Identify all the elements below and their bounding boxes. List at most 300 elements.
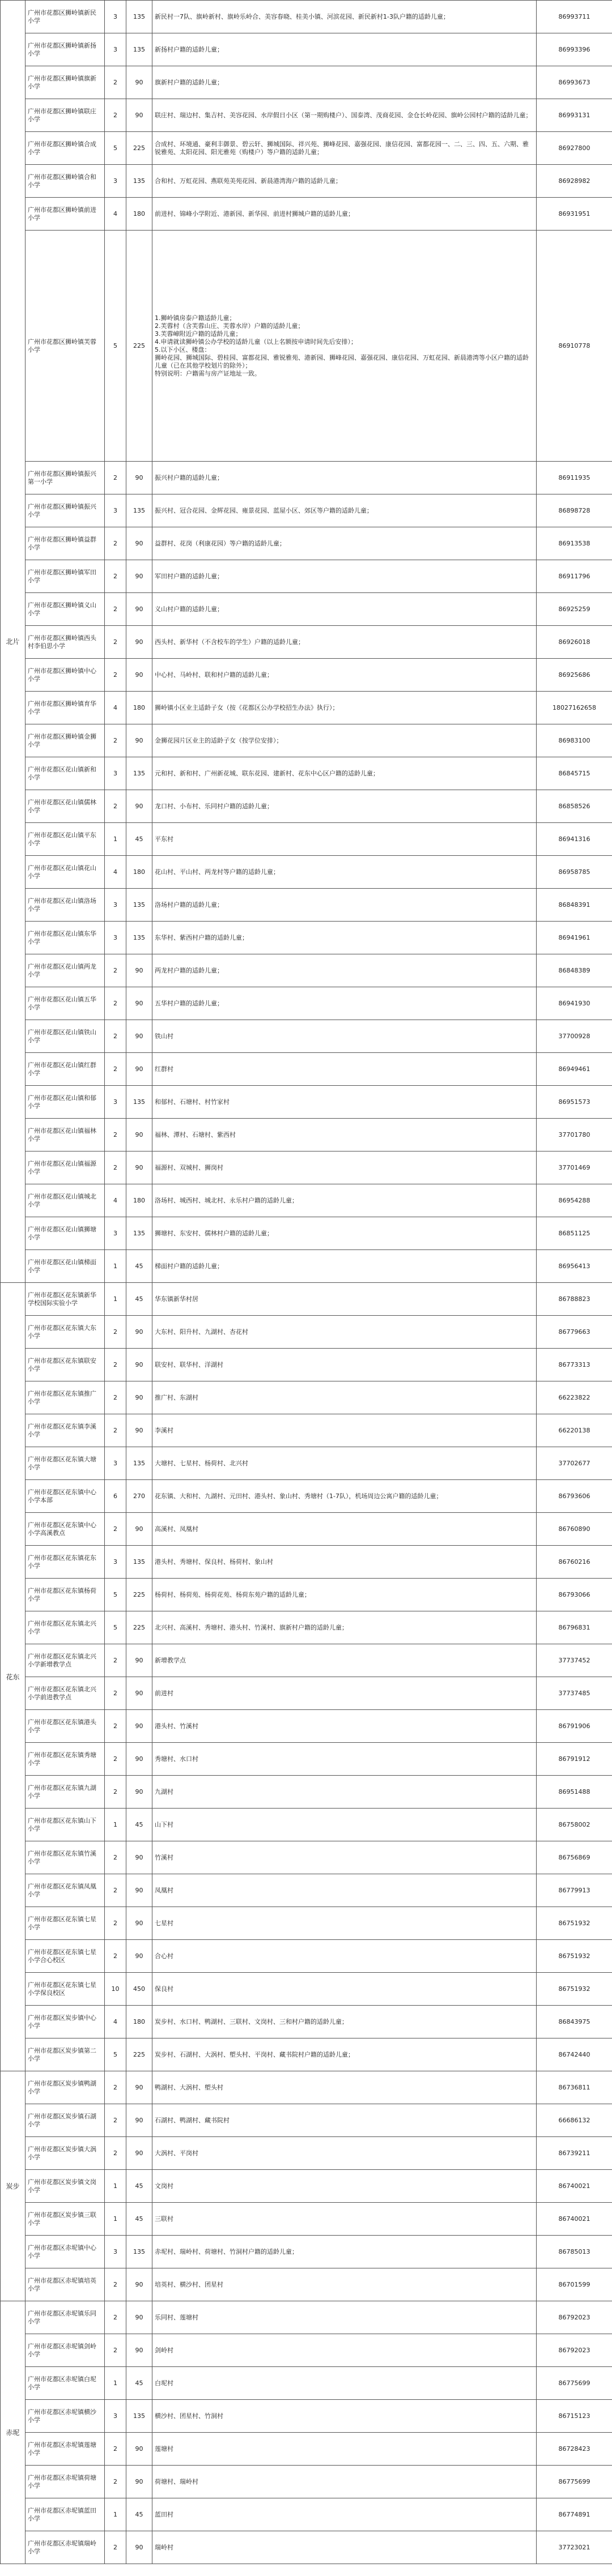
school-name-cell: 广州市花都区花东镇七星小学	[26, 1907, 105, 1940]
table-row	[1, 2038, 612, 2071]
phone-cell: 86993396	[537, 33, 612, 66]
enrollment-range-line: 义山村户籍的适龄儿童；	[155, 605, 223, 613]
school-name-cell: 广州市花都区花山镇城北小学	[26, 1184, 105, 1217]
class-count-cell: 3	[105, 165, 126, 198]
enrollment-range-line: 蓝田村	[155, 2510, 173, 2518]
seat-count-cell: 135	[126, 1546, 152, 1579]
phone-cell: 86848389	[537, 954, 612, 987]
school-name-cell: 广州市花都区狮岭镇旗新小学	[26, 66, 105, 99]
phone-cell: 86736811	[537, 2071, 612, 2104]
phone-cell: 86993673	[537, 66, 612, 99]
enrollment-range-line: 联庄村、瑞边村、集吉村、美容花园、水岸假日小区（第一期购楼户）、国泰湾、茂商花园、金仓长岭花园、旗岭公园村户籍的适龄儿童；	[155, 111, 532, 119]
area-cell: 北片	[1, 1, 26, 1283]
school-name-cell: 广州市花都区狮岭镇振兴第一小学	[26, 462, 105, 494]
table-row	[1, 1349, 612, 1381]
table-row	[1, 1151, 612, 1184]
enrollment-range-line: 西头村、新华村（不含校车的学生）户籍的适龄儿童；	[155, 638, 304, 646]
seat-count-cell: 90	[126, 659, 152, 692]
table-row	[1, 1841, 612, 1874]
phone-cell: 86788823	[537, 1283, 612, 1316]
school-name-cell: 广州市花都区花山镇红群小学	[26, 1053, 105, 1086]
phone-cell: 37700928	[537, 1020, 612, 1053]
enrollment-range-cell	[152, 659, 537, 692]
class-count-cell: 2	[105, 1119, 126, 1151]
phone-cell: 86740021	[537, 2170, 612, 2203]
table-row	[1, 757, 612, 790]
enrollment-range-cell	[152, 1644, 537, 1677]
enrollment-range-line: 赤坭村、瑞岭村、荷塘村、竹洞村户籍的适龄儿童；	[155, 2247, 298, 2255]
class-count-cell: 2	[105, 659, 126, 692]
school-name-cell: 广州市花都区花东镇七星小学保良校区	[26, 1973, 105, 2006]
school-name-cell: 广州市花都区花东镇大塘小学	[26, 1447, 105, 1480]
enrollment-range-line: 洛场村户籍的适龄儿童；	[155, 901, 223, 909]
enrollment-range-line: 元和村、新和村、广州新花城、联东花园、建新村、花东中心区户籍的适龄儿童；	[155, 769, 379, 777]
enrollment-range-line: 瑞岭村	[155, 2543, 173, 2551]
table-row	[1, 626, 612, 659]
school-name-cell: 广州市花都区狮岭镇中心小学	[26, 659, 105, 692]
enrollment-range-line: 大涡村、平岗村	[155, 2149, 198, 2157]
school-name-cell: 广州市花都区花东镇中心小学高溪教点	[26, 1513, 105, 1546]
phone-cell: 66220138	[537, 1414, 612, 1447]
phone-cell: 86913538	[537, 527, 612, 560]
phone-cell: 86751932	[537, 1907, 612, 1940]
school-name-cell: 广州市花都区花东镇竹溪小学	[26, 1841, 105, 1874]
class-count-cell: 4	[105, 2006, 126, 2038]
phone-cell: 86843975	[537, 2006, 612, 2038]
class-count-cell: 2	[105, 1874, 126, 1907]
enrollment-range-cell	[152, 1579, 537, 1611]
seat-count-cell: 45	[126, 2367, 152, 2400]
class-count-cell: 3	[105, 33, 126, 66]
table-row	[1, 1611, 612, 1644]
school-name-cell: 广州市花都区花东镇推广小学	[26, 1381, 105, 1414]
phone-cell: 86785013	[537, 2236, 612, 2268]
table-row	[1, 2236, 612, 2268]
class-count-cell: 2	[105, 1053, 126, 1086]
seat-count-cell: 90	[126, 1020, 152, 1053]
enrollment-range-cell	[152, 2170, 537, 2203]
phone-cell: 86793066	[537, 1579, 612, 1611]
table-row	[1, 1513, 612, 1546]
class-count-cell: 6	[105, 1480, 126, 1513]
enrollment-range-cell	[152, 1907, 537, 1940]
phone-cell: 86958785	[537, 856, 612, 889]
school-name-cell: 广州市花都区花东镇港头小学	[26, 1710, 105, 1743]
class-count-cell: 2	[105, 1644, 126, 1677]
phone-cell: 86739211	[537, 2137, 612, 2170]
enrollment-range-cell	[152, 1184, 537, 1217]
enrollment-range-line: 石湖村、鸭湖村、藏书院村	[155, 2116, 230, 2124]
table-row	[1, 790, 612, 823]
enrollment-range-line: 前进村、锦峰小学附近、港新园、新华园、前进村狮城户籍的适龄儿童；	[155, 210, 354, 217]
seat-count-cell: 90	[126, 1940, 152, 1973]
enrollment-range-line: 梯面村户籍的适龄儿童；	[155, 1262, 223, 1270]
phone-cell: 86775699	[537, 2466, 612, 2498]
enrollment-range-line: 剑岭村	[155, 2346, 173, 2354]
seat-count-cell: 90	[126, 1053, 152, 1086]
seat-count-cell: 90	[126, 1513, 152, 1546]
enrollment-range-cell	[152, 2433, 537, 2466]
table-row	[1, 1119, 612, 1151]
class-count-cell: 2	[105, 593, 126, 626]
enrollment-range-cell	[152, 2466, 537, 2498]
table-row	[1, 1283, 612, 1316]
enrollment-range-line: 大东村、阳升村、九湖村、杏花村	[155, 1328, 248, 1336]
enrollment-range-line: 合心村	[155, 1952, 173, 1960]
school-name-cell: 广州市花都区赤坭镇乐同小学	[26, 2301, 105, 2334]
class-count-cell: 1	[105, 2170, 126, 2203]
enrollment-range-line: 4.申请就读狮岭镇公办学校的适龄儿童（以上名额按申请时间先后安排）；	[155, 338, 357, 346]
school-name-cell: 广州市花都区花山镇福源小学	[26, 1151, 105, 1184]
enrollment-range-cell	[152, 560, 537, 593]
seat-count-cell: 90	[126, 1743, 152, 1776]
seat-count-cell: 135	[126, 165, 152, 198]
enrollment-range-cell	[152, 692, 537, 724]
school-name-cell: 广州市花都区狮岭镇前进小学	[26, 198, 105, 231]
enrollment-range-cell	[152, 1874, 537, 1907]
class-count-cell: 5	[105, 132, 126, 165]
table-row	[1, 2268, 612, 2301]
table-row	[1, 1677, 612, 1710]
class-count-cell: 3	[105, 1217, 126, 1250]
class-count-cell: 2	[105, 2071, 126, 2104]
school-name-cell: 广州市花都区赤坭镇培英小学	[26, 2268, 105, 2301]
class-count-cell: 2	[105, 1677, 126, 1710]
school-name-cell: 广州市花都区花东镇山下小学	[26, 1809, 105, 1841]
seat-count-cell: 90	[126, 593, 152, 626]
enrollment-range-line: 狮塘村、东安村、儒林村户籍的适龄儿童；	[155, 1229, 273, 1237]
enrollment-range-line: 文岗村	[155, 2182, 173, 2190]
table-row	[1, 1940, 612, 1973]
enrollment-table-body	[1, 1, 612, 2564]
table-row	[1, 1053, 612, 1086]
class-count-cell: 3	[105, 494, 126, 527]
enrollment-range-cell	[152, 1776, 537, 1809]
class-count-cell: 2	[105, 527, 126, 560]
table-row	[1, 2466, 612, 2498]
school-name-cell: 广州市花都区狮岭镇金狮小学	[26, 724, 105, 757]
table-row	[1, 2433, 612, 2466]
school-name-cell: 广州市花都区炭步镇文岗小学	[26, 2170, 105, 2203]
enrollment-range-line: 七星村	[155, 1919, 173, 1927]
class-count-cell: 5	[105, 1579, 126, 1611]
enrollment-range-line: 3.芙蓉嶂附近户籍的适龄儿童；	[155, 330, 242, 338]
seat-count-cell: 90	[126, 790, 152, 823]
enrollment-range-cell	[152, 165, 537, 198]
phone-cell: 86756869	[537, 1841, 612, 1874]
enrollment-range-line: 洛场村、城西村、城北村、永乐村户籍的适龄儿童；	[155, 1196, 298, 1204]
enrollment-range-cell	[152, 66, 537, 99]
school-name-cell: 广州市花都区赤坭镇荷塘小学	[26, 2466, 105, 2498]
table-row	[1, 692, 612, 724]
seat-count-cell: 90	[126, 527, 152, 560]
school-name-cell: 广州市花都区花东镇联安小学	[26, 1349, 105, 1381]
enrollment-range-cell	[152, 1940, 537, 1973]
class-count-cell: 3	[105, 1447, 126, 1480]
class-count-cell: 2	[105, 1940, 126, 1973]
phone-cell: 86925259	[537, 593, 612, 626]
seat-count-cell: 135	[126, 1217, 152, 1250]
enrollment-range-line: 新增教学点	[155, 1656, 186, 1664]
seat-count-cell: 90	[126, 626, 152, 659]
table-row	[1, 1743, 612, 1776]
enrollment-range-line: 凤凰村	[155, 1886, 173, 1894]
table-row	[1, 33, 612, 66]
class-count-cell: 1	[105, 2498, 126, 2531]
table-row	[1, 132, 612, 165]
class-count-cell: 2	[105, 2104, 126, 2137]
phone-cell: 86983100	[537, 724, 612, 757]
class-count-cell: 1	[105, 1283, 126, 1316]
seat-count-cell: 135	[126, 757, 152, 790]
phone-cell: 86796831	[537, 1611, 612, 1644]
enrollment-range-cell	[152, 2367, 537, 2400]
enrollment-range-cell	[152, 1, 537, 33]
class-count-cell: 2	[105, 2268, 126, 2301]
seat-count-cell: 90	[126, 99, 152, 132]
enrollment-range-cell	[152, 2104, 537, 2137]
school-name-cell: 广州市花都区花山镇福林小学	[26, 1119, 105, 1151]
table-row	[1, 1546, 612, 1579]
enrollment-range-line: 益群村、花岗（利康花园）等户籍的适龄儿童；	[155, 539, 286, 547]
phone-cell: 86951488	[537, 1776, 612, 1809]
enrollment-range-cell	[152, 1809, 537, 1841]
table-row	[1, 2400, 612, 2433]
class-count-cell: 2	[105, 1513, 126, 1546]
table-row	[1, 593, 612, 626]
enrollment-range-cell	[152, 527, 537, 560]
phone-cell: 86993131	[537, 99, 612, 132]
phone-cell: 86951573	[537, 1086, 612, 1119]
enrollment-range-line: 横沙村、团星村、竹洞村	[155, 2412, 223, 2420]
phone-cell: 86715123	[537, 2400, 612, 2433]
phone-cell: 86925686	[537, 659, 612, 692]
class-count-cell: 4	[105, 856, 126, 889]
class-count-cell: 2	[105, 954, 126, 987]
phone-cell: 86701599	[537, 2268, 612, 2301]
enrollment-range-cell	[152, 954, 537, 987]
school-name-cell: 广州市花都区花东镇杨荷小学	[26, 1579, 105, 1611]
seat-count-cell: 45	[126, 1809, 152, 1841]
seat-count-cell: 450	[126, 1973, 152, 2006]
enrollment-range-cell	[152, 1546, 537, 1579]
table-row	[1, 231, 612, 462]
phone-cell: 37702677	[537, 1447, 612, 1480]
school-name-cell: 广州市花都区花东镇北兴小学	[26, 1611, 105, 1644]
enrollment-range-cell	[152, 1841, 537, 1874]
table-row	[1, 1480, 612, 1513]
class-count-cell: 2	[105, 790, 126, 823]
table-row	[1, 954, 612, 987]
enrollment-range-cell	[152, 2531, 537, 2564]
enrollment-range-cell	[152, 198, 537, 231]
phone-cell: 37737485	[537, 1677, 612, 1710]
seat-count-cell: 90	[126, 1349, 152, 1381]
enrollment-range-line: 振兴村、冠合花园、金辉花园、雍景花园、蓝屋小区、郊区等户籍的适龄儿童；	[155, 506, 373, 514]
phone-cell: 86792023	[537, 2301, 612, 2334]
school-name-cell: 广州市花都区花山镇两龙小学	[26, 954, 105, 987]
seat-count-cell: 225	[126, 231, 152, 462]
school-name-cell: 广州市花都区狮岭镇振兴小学	[26, 494, 105, 527]
table-row	[1, 2071, 612, 2104]
enrollment-range-line: 秀塘村、水口村	[155, 1755, 198, 1763]
phone-cell: 86740021	[537, 2203, 612, 2236]
school-name-cell: 广州市花都区花东镇凤凰小学	[26, 1874, 105, 1907]
table-row	[1, 1381, 612, 1414]
school-name-cell: 广州市花都区赤坭镇白坭小学	[26, 2367, 105, 2400]
class-count-cell: 2	[105, 1316, 126, 1349]
table-row	[1, 1710, 612, 1743]
enrollment-range-cell	[152, 1611, 537, 1644]
phone-cell: 86742440	[537, 2038, 612, 2071]
enrollment-range-line: 合和村、万虹花园、燕联苑美苑花园、新晨港湾海户籍的适龄儿童；	[155, 177, 342, 185]
class-count-cell: 3	[105, 889, 126, 922]
seat-count-cell: 45	[126, 2203, 152, 2236]
school-name-cell: 广州市花都区花山镇新和小学	[26, 757, 105, 790]
seat-count-cell: 135	[126, 2400, 152, 2433]
phone-cell: 86751932	[537, 1940, 612, 1973]
school-name-cell: 广州市花都区花山镇铁山小学	[26, 1020, 105, 1053]
enrollment-range-cell	[152, 1677, 537, 1710]
table-row	[1, 889, 612, 922]
class-count-cell: 5	[105, 2038, 126, 2071]
table-row	[1, 987, 612, 1020]
class-count-cell: 2	[105, 1151, 126, 1184]
enrollment-range-cell	[152, 1053, 537, 1086]
class-count-cell: 2	[105, 1349, 126, 1381]
enrollment-range-line: 杨荷村、杨荷苑、杨荷花苑、杨荷东苑户籍的适龄儿童；	[155, 1590, 311, 1598]
enrollment-range-line: 莲塘村	[155, 2445, 173, 2453]
seat-count-cell: 90	[126, 2071, 152, 2104]
enrollment-range-cell	[152, 2301, 537, 2334]
school-name-cell: 广州市花都区花山镇狮塘小学	[26, 1217, 105, 1250]
enrollment-range-line: 炭步村、石湖村、大涡村、塱头村、平岗村、藏书院村户籍的适龄儿童；	[155, 2050, 354, 2058]
enrollment-range-cell	[152, 1086, 537, 1119]
phone-cell: 86910778	[537, 231, 612, 462]
table-row	[1, 1776, 612, 1809]
table-row	[1, 198, 612, 231]
enrollment-range-cell	[152, 1020, 537, 1053]
phone-cell: 86858526	[537, 790, 612, 823]
seat-count-cell: 90	[126, 2268, 152, 2301]
enrollment-range-line: 平东村	[155, 835, 173, 843]
phone-cell: 86928982	[537, 165, 612, 198]
enrollment-range-cell	[152, 1414, 537, 1447]
phone-cell: 37701780	[537, 1119, 612, 1151]
table-row	[1, 823, 612, 856]
table-row	[1, 1973, 612, 2006]
class-count-cell: 2	[105, 2466, 126, 2498]
seat-count-cell: 180	[126, 2006, 152, 2038]
seat-count-cell: 225	[126, 1611, 152, 1644]
phone-cell: 86779663	[537, 1316, 612, 1349]
enrollment-range-cell	[152, 1447, 537, 1480]
school-name-cell: 广州市花都区花山镇洛场小学	[26, 889, 105, 922]
seat-count-cell: 90	[126, 2137, 152, 2170]
phone-cell: 86760890	[537, 1513, 612, 1546]
enrollment-range-line: 金狮花园片区业主的适龄子女（按学位安排）；	[155, 736, 283, 744]
class-count-cell: 3	[105, 1, 126, 33]
enrollment-range-line: 白坭村	[155, 2379, 173, 2387]
table-row	[1, 527, 612, 560]
area-cell: 赤坭	[1, 2301, 26, 2564]
seat-count-cell: 45	[126, 1283, 152, 1316]
table-row	[1, 2301, 612, 2334]
school-name-cell: 广州市花都区狮岭镇益群小学	[26, 527, 105, 560]
school-name-cell: 广州市花都区狮岭镇西头村李伯思小学	[26, 626, 105, 659]
enrollment-range-cell	[152, 2006, 537, 2038]
school-name-cell: 广州市花都区花东镇花东小学	[26, 1546, 105, 1579]
phone-cell: 86848391	[537, 889, 612, 922]
class-count-cell: 2	[105, 1710, 126, 1743]
enrollment-range-line: 港头村、秀塘村、保良村、杨荷村、象山村	[155, 1558, 273, 1566]
school-name-cell: 广州市花都区狮岭镇育华小学	[26, 692, 105, 724]
class-count-cell: 1	[105, 2367, 126, 2400]
seat-count-cell: 90	[126, 462, 152, 494]
seat-count-cell: 135	[126, 1086, 152, 1119]
table-row	[1, 2531, 612, 2564]
enrollment-range-line: 特别说明：户籍需与房产证地址一致。	[155, 369, 261, 377]
class-count-cell: 2	[105, 1907, 126, 1940]
seat-count-cell: 180	[126, 1184, 152, 1217]
seat-count-cell: 135	[126, 922, 152, 954]
seat-count-cell: 180	[126, 856, 152, 889]
school-name-cell: 广州市花都区狮岭镇义山小学	[26, 593, 105, 626]
class-count-cell: 2	[105, 2137, 126, 2170]
enrollment-range-cell	[152, 1743, 537, 1776]
enrollment-range-line: 北兴村、高溪村、秀塘村、港头村、竹溪村、旗新村户籍的适龄儿童；	[155, 1623, 348, 1631]
class-count-cell: 3	[105, 922, 126, 954]
enrollment-range-line: 福林、潭村、石塘村、紫西村	[155, 1131, 236, 1138]
seat-count-cell: 225	[126, 2038, 152, 2071]
seat-count-cell: 90	[126, 1119, 152, 1151]
seat-count-cell: 90	[126, 2433, 152, 2466]
class-count-cell: 2	[105, 462, 126, 494]
phone-cell: 86728423	[537, 2433, 612, 2466]
enrollment-range-line: 大塘村、七星村、杨荷村、北兴村	[155, 1459, 248, 1467]
school-name-cell: 广州市花都区花山镇儒林小学	[26, 790, 105, 823]
phone-cell: 86931951	[537, 198, 612, 231]
enrollment-range-line: 高溪村、凤凰村	[155, 1525, 198, 1533]
phone-cell: 86911935	[537, 462, 612, 494]
phone-cell: 86898728	[537, 494, 612, 527]
enrollment-range-cell	[152, 2334, 537, 2367]
enrollment-range-cell	[152, 1349, 537, 1381]
phone-cell: 66686132	[537, 2104, 612, 2137]
enrollment-range-line: 港头村、竹溪村	[155, 1722, 198, 1730]
class-count-cell: 1	[105, 2203, 126, 2236]
table-row	[1, 1874, 612, 1907]
table-row	[1, 1020, 612, 1053]
class-count-cell: 2	[105, 987, 126, 1020]
school-name-cell: 广州市花都区花东镇新华学校国际实验小学	[26, 1283, 105, 1316]
enrollment-range-line: 花东镇、大和村、九湖村、元田村、港头村、象山村、秀塘村（1-7队），机场周边公寓户籍的适龄儿童；	[155, 1492, 443, 1500]
class-count-cell: 2	[105, 1381, 126, 1414]
enrollment-range-cell	[152, 1381, 537, 1414]
class-count-cell: 3	[105, 2236, 126, 2268]
phone-cell: 86941930	[537, 987, 612, 1020]
seat-count-cell: 90	[126, 1907, 152, 1940]
enrollment-range-line: 花山村、平山村、两龙村等户籍的适龄儿童；	[155, 868, 279, 876]
enrollment-range-cell	[152, 1250, 537, 1283]
table-row	[1, 66, 612, 99]
enrollment-range-line: 联安村、联华村、洋湖村	[155, 1360, 223, 1368]
enrollment-range-cell	[152, 1217, 537, 1250]
phone-cell: 86956413	[537, 1250, 612, 1283]
table-row	[1, 856, 612, 889]
enrollment-range-cell	[152, 626, 537, 659]
school-name-cell: 广州市花都区花山镇梯面小学	[26, 1250, 105, 1283]
